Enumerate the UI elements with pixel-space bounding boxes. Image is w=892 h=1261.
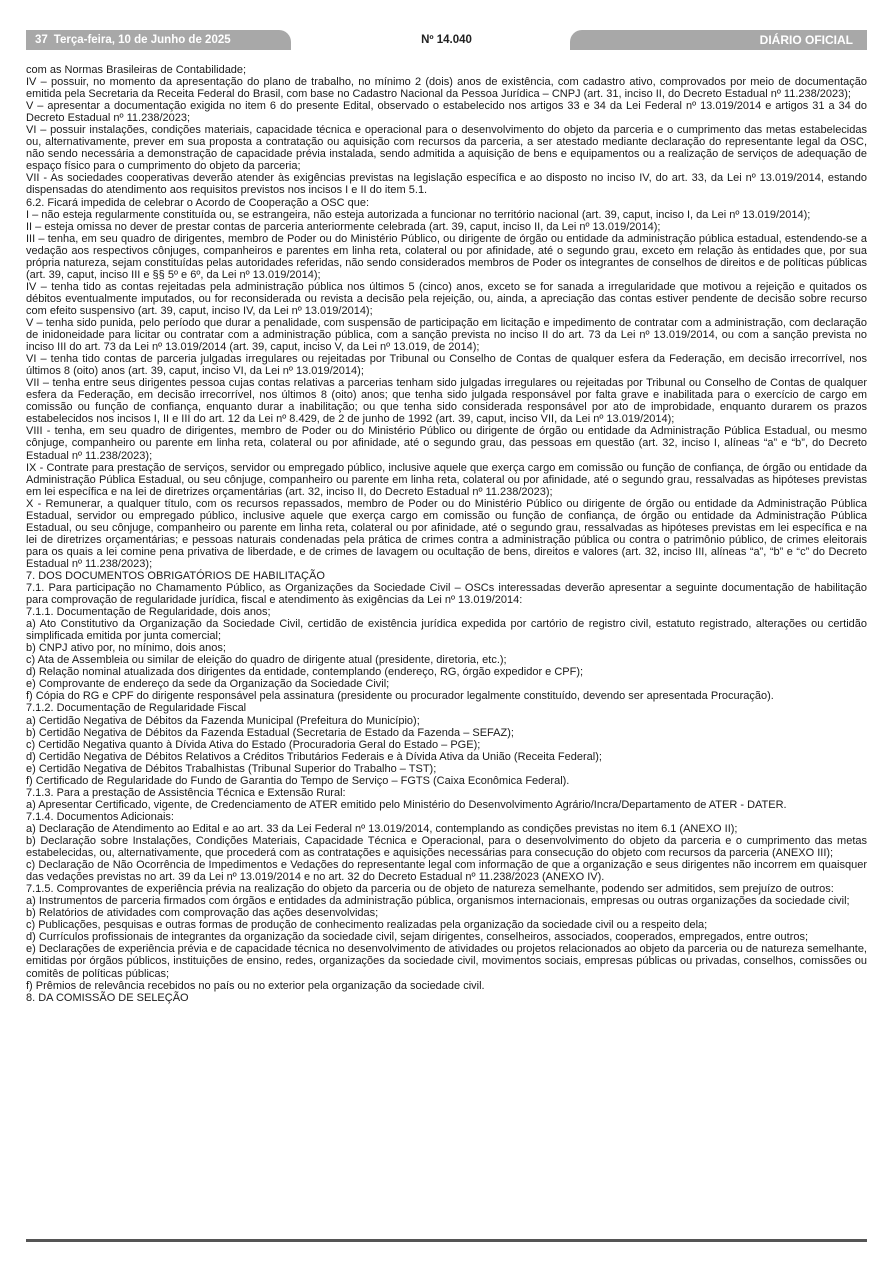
paragraph: I – não esteja regularmente constituída ou, se estrangeira, não esteja autorizada a funcionar no território nacional (art. 39, caput, inciso I, da Lei nº 13.019/2014);: [26, 208, 811, 221]
paragraph: c) Publicações, pesquisas e outras formas de produção de conhecimento realizadas pela organização da sociedade civil ou a respeito dela;: [26, 919, 708, 932]
paragraph: d) Certidão Negativa de Débitos Relativos a Créditos Tributários Federais e à Dívida Ativa da União (Receita Federal);: [26, 750, 602, 763]
paragraph: e) Certidão Negativa de Débitos Trabalhistas (Tribunal Superior do Trabalho – TST);: [26, 762, 437, 775]
paragraph: III – tenha, em seu quadro de dirigentes, membro de Poder ou do Ministério Público, ou dirigente de órgão ou entidade da administração pública estadual, estendendo-se a vedação aos respectivos cônjuges, companheiros e parentes em linha reta, colateral ou por afinidade, até o segundo grau, exceto em relação às entidades que, por sua própria natureza, sejam constituídas pelas autoridades referidas, não sendo considerados membros de Poder os integrantes de conselhos de direitos e de políticas públicas (art. 39, caput, inciso III e §§ 5º e 6º, da Lei nº 13.019/2014);: [26, 232, 867, 281]
paragraph: 7.1.4. Documentos Adicionais:: [26, 810, 174, 823]
paragraph: VI – tenha tido contas de parceria julgadas irregulares ou rejeitadas por Tribunal ou Conselho de Contas de qualquer esfera da Federação, em decisão irrecorrível, nos últimos 8 (oito) anos (art. 39, caput, inciso VI, da Lei nº 13.019/2014);: [26, 353, 867, 378]
paragraph: b) Declaração sobre Instalações, Condições Materiais, Capacidade Técnica e Operacional, para o desenvolvimento do objeto da parceria e o cumprimento das metas estabelecidas, ou, alternativamente, que procederá com as contratações e aquisições necessárias para consecução do objeto com recursos da parceria (ANEXO III);: [26, 835, 867, 860]
paragraph: VIII - tenha, em seu quadro de dirigentes, membro de Poder ou do Ministério Público ou dirigente de órgão ou entidade da Administração Pública Estadual, ou mesmo cônjuge, companheiro ou parente em linha reta, colateral ou por afinidade, até o segundo grau, das pessoas em questão (art. 32, inciso I, alíneas “a” e “b”, do Decreto Estadual nº 11.238/2023);: [26, 425, 867, 462]
paragraph: b) Certidão Negativa de Débitos da Fazenda Estadual (Secretaria de Estado da Fazenda – SEFAZ);: [26, 726, 514, 739]
paragraph: d) Currículos profissionais de integrantes da organização da sociedade civil, sejam dirigentes, conselheiros, associados, cooperados, empregados, entre outros;: [26, 931, 809, 944]
header-date: Terça-feira, 10 de Junho de 2025: [53, 34, 231, 46]
paragraph: a) Certidão Negativa de Débitos da Fazenda Municipal (Prefeitura do Município);: [26, 714, 420, 727]
paragraph: II – esteja omissa no dever de prestar contas de parceria anteriormente celebrada (art. 39, caput, inciso II, da Lei nº 13.019/2014);: [26, 220, 661, 233]
paragraph: f) Cópia do RG e CPF do dirigente responsável pela assinatura (presidente ou procurador legalmente constituído, devendo ser apresentada Procuração).: [26, 690, 774, 703]
paragraph: b) Relatórios de atividades com comprovação das ações desenvolvidas;: [26, 907, 379, 920]
paragraph: a) Instrumentos de parceria firmados com órgãos e entidades da administração pública, organismos internacionais, empresas ou outras organizações da sociedade civil;: [26, 895, 850, 908]
paragraph: c) Declaração de Não Ocorrência de Impedimentos e Vedações do representante legal com informação de que a organização e seus dirigentes não incorrem em quaisquer das vedações previstas no art. 39 da Lei nº 13.019/2014 e no art. 32 do Decreto Estadual nº 11.238/2023 (ANEXO IV).: [26, 859, 867, 884]
paragraph: d) Relação nominal atualizada dos dirigentes da entidade, contemplando (endereço, RG, órgão expedidor e CPF);: [26, 666, 584, 679]
paragraph: c) Ata de Assembleia ou similar de eleição do quadro de dirigente atual (presidente, diretoria, etc.);: [26, 654, 507, 667]
issue-number: Nº 14.040: [421, 34, 472, 46]
paragraph: X - Remunerar, a qualquer título, com os recursos repassados, membro de Poder ou do Ministério Público ou dirigente de órgão ou entidade da Administração Pública Estadual, servidor ou empregado público, inclusive aquele que exerça cargo em comissão ou função de confiança, de órgão ou entidade da Administração Pública Estadual, ou seu cônjuge, companheiro ou parente em linha reta, colateral ou por afinidade, até o segundo grau, ressalvadas as hipóteses previstas em lei específica e na lei de diretrizes orçamentárias; e pessoas naturais condenadas pela prática de crimes contra a administração pública ou contra o patrimônio público, de crimes eleitorais para os quais a lei comine pena privativa de liberdade, e de crimes de lavagem ou ocultação de bens, direitos e valores (art. 32, inciso III, alíneas “a”, “b” e “c” do Decreto Estadual nº 11.238/2023);: [26, 497, 867, 570]
paragraph: 6.2. Ficará impedida de celebrar o Acordo de Cooperação a OSC que:: [26, 196, 370, 209]
paragraph: IV – tenha tido as contas rejeitadas pela administração pública nos últimos 5 (cinco) anos, exceto se for sanada a irregularidade que motivou a rejeição e quitados os débitos eventualmente imputados, ou for reconsiderada ou revista a decisão pela rejeição, ou, ainda, a apreciação das contas estiver pendente de decisão sobre recurso com efeito suspensivo (art. 39, caput, inciso IV, da Lei nº 13.019/2014);: [26, 280, 867, 317]
page-number: 37: [35, 34, 48, 46]
paragraph: com as Normas Brasileiras de Contabilidade;: [26, 64, 247, 76]
paragraph: 7.1.5. Comprovantes de experiência prévia na realização do objeto da parceria ou de objeto de natureza semelhante, podendo ser admitidos, sem prejuízo de outros:: [26, 883, 834, 896]
paragraph: e) Comprovante de endereço da sede da Organização da Sociedade Civil;: [26, 678, 390, 691]
paragraph: VI – possuir instalações, condições materiais, capacidade técnica e operacional para o desenvolvimento do objeto da parceria e o cumprimento das metas estabelecidas ou, alternativamente, prever em sua proposta a contratação ou aquisição com recursos da parceria, a ser atestado mediante declaração do representante legal da OSC, não sendo necessária a demonstração de capacidade prévia instalada, sendo admitida a aquisição de bens e equipamentos ou a realização de serviços de adequação de espaço físico para o cumprimento do objeto da parceria;: [26, 124, 867, 173]
paragraph: a) Apresentar Certificado, vigente, de Credenciamento de ATER emitido pelo Ministério do Desenvolvimento Agrário/Incra/Departamento de ATER - DATER.: [26, 798, 787, 811]
paragraph: e) Declarações de experiência prévia e de capacidade técnica no desenvolvimento de atividades ou projetos relacionados ao objeto da parceria ou de natureza semelhante, emitidas por órgãos públicos, instituições de ensino, redes, organizações da sociedade civil, movimentos sociais, empresas públicas ou privadas, conselhos, comissões ou comitês de políticas públicas;: [26, 943, 867, 980]
paragraph: V – apresentar a documentação exigida no item 6 do presente Edital, observado o estabelecido nos artigos 33 e 34 da Lei Federal nº 13.019/2014 e artigos 31 a 34 do Decreto Estadual nº 11.238/2023;: [26, 100, 867, 125]
paragraph: 7. DOS DOCUMENTOS OBRIGATÓRIOS DE HABILITAÇÃO: [26, 569, 325, 582]
page-header: [26, 30, 867, 50]
paragraph: IX - Contrate para prestação de serviços, servidor ou empregado público, inclusive aquele que exerça cargo em comissão ou função de confiança, de órgão ou entidade da Administração Pública Estadual, ou seu cônjuge, companheiro ou parente em linha reta, colateral ou por afinidade, até o segundo grau, ressalvadas as hipóteses previstas em lei específica e na lei de diretrizes orçamentárias (art. 32, inciso II, do Decreto Estadual nº 11.238/2023);: [26, 461, 867, 498]
paragraph: 7.1.1. Documentação de Regularidade, dois anos;: [26, 606, 271, 619]
paragraph: VII – tenha entre seus dirigentes pessoa cujas contas relativas a parcerias tenham sido julgadas irregulares ou rejeitadas por Tribunal ou Conselho de Contas de qualquer esfera da Federação, em decisão irrecorrível, nos últimos 8 (oito) anos; que tenha sido julgada responsável por falta grave e inabilitada para o exercício de cargo em comissão ou função de confiança, enquanto durar a inabilitação; ou que tenha sido considerada responsável por ato de improbidade, enquanto durarem os prazos estabelecidos nos incisos I, II e III do art. 12 da Lei nº 8.429, de 2 de junho de 1992 (art. 39, caput, inciso VII, da Lei nº 13.019/2014);: [26, 377, 867, 426]
paragraph: VII - As sociedades cooperativas deverão atender às exigências previstas na legislação específica e ao disposto no inciso IV, do art. 33, da Lei nº 13.019/2014, estando dispensadas do atendimento aos requisitos previstos nos incisos I e II do item 5.1.: [26, 172, 867, 197]
publication-name: DIÁRIO OFICIAL: [570, 30, 867, 50]
paragraph: IV – possuir, no momento da apresentação do plano de trabalho, no mínimo 2 (dois) anos de existência, com cadastro ativo, comprovados por meio de documentação emitida pela Secretaria da Receita Federal do Brasil, com base no Cadastro Nacional da Pessoa Jurídica – CNPJ (art. 31, inciso II, do Decreto Estadual nº 11.238/2023);: [26, 76, 867, 101]
paragraph: 7.1.3. Para a prestação de Assistência Técnica e Extensão Rural:: [26, 786, 346, 799]
paragraph: V – tenha sido punida, pelo período que durar a penalidade, com suspensão de participação em licitação e impedimento de contratar com a administração, com declaração de inidoneidade para licitar ou contratar com a administração pública, com a sanção prevista no inciso II do art. 73 da Lei nº 13.019/2014, ou com a sanção prevista no inciso III do art. 73 da Lei nº 13.019/2014 (art. 39, caput, inciso V, da Lei nº 13.019, de 2014);: [26, 316, 867, 354]
bottom-rule: [26, 1239, 867, 1242]
paragraph: f) Prêmios de relevância recebidos no país ou no exterior pela organização da sociedade civil.: [26, 979, 485, 992]
paragraph: c) Certidão Negativa quanto à Dívida Ativa do Estado (Procuradoria Geral do Estado – PGE);: [26, 738, 481, 751]
newspaper-page: [26, 30, 867, 1004]
paragraph: f) Certificado de Regularidade do Fundo de Garantia do Tempo de Serviço – FGTS (Caixa Econômica Federal).: [26, 774, 570, 787]
paragraph: 7.1. Para participação no Chamamento Público, as Organizações da Sociedade Civil – OSCs interessadas deverão apresentar a seguinte documentação de habilitação para comprovação de regularidade jurídica, fiscal e atendimento às exigências da Lei nº 13.019/2014:: [26, 582, 867, 607]
paragraph: 7.1.2. Documentação de Regularidade Fiscal: [26, 702, 247, 715]
article-body: [26, 64, 867, 1004]
paragraph: a) Declaração de Atendimento ao Edital e ao art. 33 da Lei Federal nº 13.019/2014, contemplando as condições previstas no item 6.1 (ANEXO II);: [26, 822, 738, 835]
paragraph: 8. DA COMISSÃO DE SELEÇÃO: [26, 991, 189, 1004]
paragraph: b) CNPJ ativo por, no mínimo, dois anos;: [26, 642, 226, 655]
paragraph: a) Ato Constitutivo da Organização da Sociedade Civil, certidão de existência jurídica expedida por cartório de registro civil, estatuto registrado, alterações ou certidão simplificada emitida por junta comercial;: [26, 618, 867, 643]
